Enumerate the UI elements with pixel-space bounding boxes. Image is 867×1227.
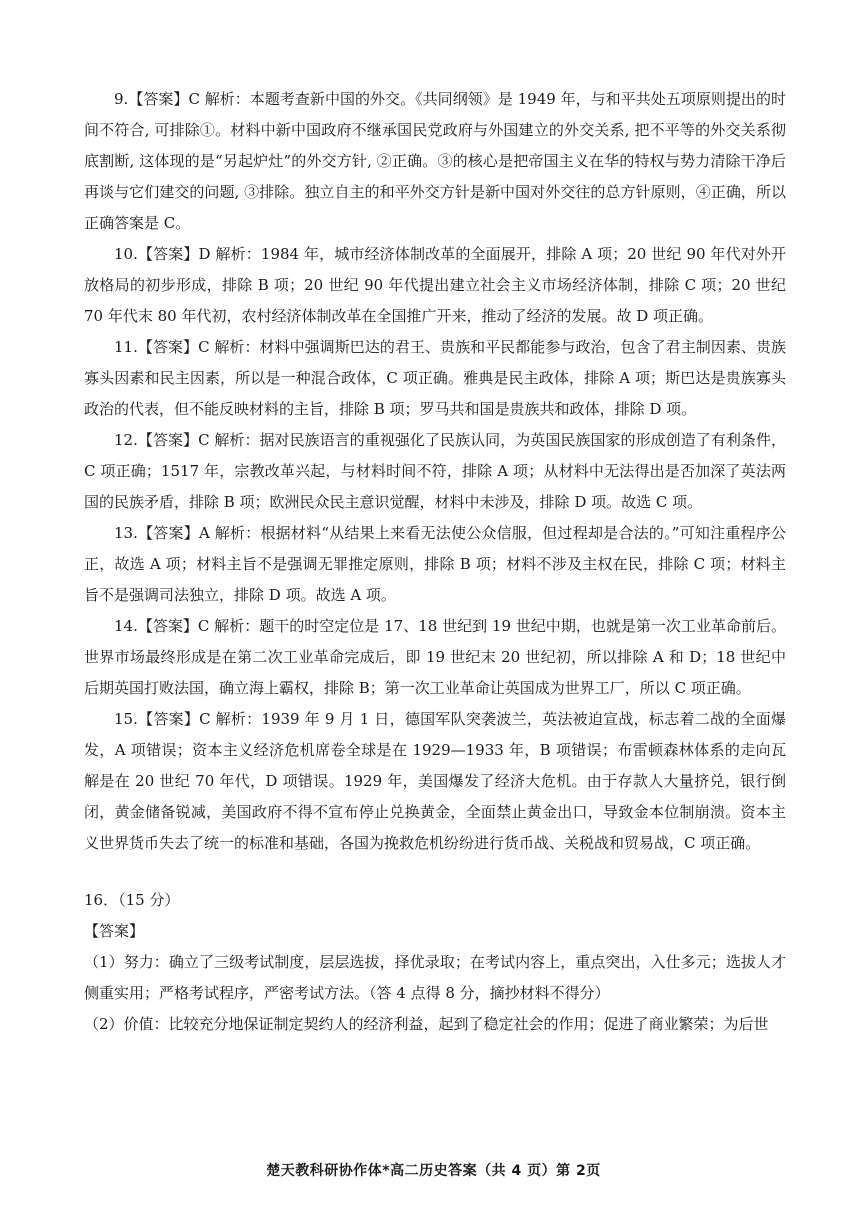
answer-q15: 15.【答案】C 解析：1939 年 9 月 1 日，德国军队突袭波兰，英法被迫宣战，标志着二战的全面爆发，A 项错误；资本主义经济危机席卷全球是在 1929—1933 年，B 项错误；布雷顿森林体系的走向瓦解是在 20 世纪 70 年代，D 项错误。1929 年，美国爆发了经济大危机。由于存款人大量挤兑，银行倒闭，黄金储备锐减，美国政府不得不宣布停止兑换黄金，全面禁止黄金出口，导致金本位制崩溃。资本主义世界货币失去了统一的标准和基础，各国为挽救危机纷纷进行货币战、关税战和贸易战，C 项正确。: [84, 710, 786, 852]
answer-q11: 11.【答案】C 解析：材料中强调斯巴达的君王、贵族和平民都能参与政治，包含了君主制因素、贵族寡头因素和民主因素，所以是一种混合政体，C 项正确。雅典是民主政体，排除 A 项；斯巴达是贵族寡头政治的代表，但不能反映材料的主旨，排除 B 项；罗马共和国是贵族共和政体，排除 D 项。: [84, 338, 786, 418]
q16-answer-label: 【答案】: [84, 922, 145, 940]
q16-part2: （2）价值：比较充分地保证制定契约人的经济利益，起到了稳定社会的作用；促进了商业繁荣；为后世: [84, 1015, 769, 1033]
answer-q14: 14.【答案】C 解析：题干的时空定位是 17、18 世纪到 19 世纪中期，也就是第一次工业革命前后。世界市场最终形成是在第二次工业革命完成后，即 19 世纪末 20 世纪初，所以排除 A 和 D；18 世纪中后期英国打败法国，确立海上霸权，排除 B；第一次工业革命让英国成为世界工厂，所以 C 项正确。: [84, 617, 786, 697]
answer-q13: 13.【答案】A 解析：根据材料“从结果上来看无法使公众信服，但过程却是合法的。”可知注重程序公正，故选 A 项；材料主旨不是强调无罪推定原则，排除 B 项；材料不涉及主权在民，排除 C 项；材料主旨不是强调司法独立，排除 D 项。故选 A 项。: [84, 524, 786, 604]
q16-part1: （1）努力：确立了三级考试制度，层层选拔，择优录取；在考试内容上，重点突出，入仕多元；选拔人才侧重实用；严格考试程序，严密考试方法。（答 4 点得 8 分，摘抄材料不得分）: [84, 953, 786, 1002]
answer-q12: 12.【答案】C 解析：据对民族语言的重视强化了民族认同，为英国民族国家的形成创造了有利条件，C 项正确；1517 年，宗教改革兴起，与材料时间不符，排除 A 项；从材料中无法得出是否加深了英法两国的民族矛盾，排除 B 项；欧洲民众民主意识觉醒，材料中未涉及，排除 D 项。故选 C 项。: [84, 431, 786, 511]
spacer: [84, 859, 786, 885]
answer-sheet-page: [84, 84, 786, 1040]
answer-q10: 10.【答案】D 解析：1984 年，城市经济体制改革的全面展开，排除 A 项；20 世纪 90 年代对外开放格局的初步形成，排除 B 项；20 世纪 90 年代提出建立社会主义市场经济体制，排除 C 项；20 世纪 70 年代末 80 年代初，农村经济体制改革在全国推广开来，推动了经济的发展。故 D 项正确。: [84, 245, 786, 325]
q16-heading: 16．（15 分）: [84, 891, 180, 909]
answer-q9: 9.【答案】C 解析：本题考查新中国的外交。《共同纲领》是 1949 年，与和平共处五项原则提出的时间不符合, 可排除①。材料中新中国政府不继承国民党政府与外国建立的外交关系, 把不平等的外交关系彻底割断, 这体现的是“另起炉灶”的外交方针, ②正确。③的核心是把帝国主义在华的特权与势力清除干净后再谈与它们建交的问题, ③排除。独立自主的和平外交方针是新中国对外交往的总方针原则，④正确，所以正确答案是 C。: [84, 90, 786, 232]
page-footer: 楚天教科研协作体*高二历史答案（共 4 页）第 2页: [266, 1163, 601, 1179]
